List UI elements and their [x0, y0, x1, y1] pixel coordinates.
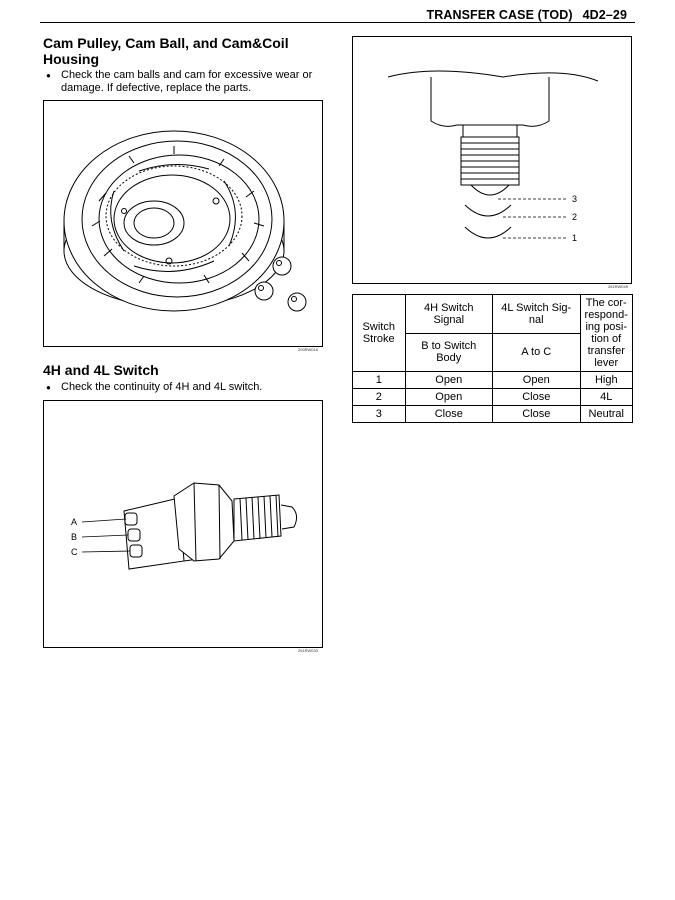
table-cell: Close [405, 406, 493, 423]
table-cell: Close [493, 406, 581, 423]
subheader-b-to-body: B to Switch Body [405, 333, 493, 372]
table-cell: Open [405, 389, 493, 406]
switch-figure [43, 400, 323, 648]
page-number: 4D2–29 [582, 8, 627, 22]
table-cell: 2 [353, 389, 406, 406]
table-row [353, 406, 633, 423]
bullet-cam-check: ● Check the cam balls and cam for excessive wear or damage. If defective, replace the parts. [43, 69, 346, 95]
table-cell: Open [493, 372, 581, 389]
switch-continuity-table [352, 294, 633, 423]
header-rule [40, 22, 635, 23]
table-cell: 3 [353, 406, 406, 423]
terminal-label-b: B [71, 532, 78, 542]
section-title-cam-pulley: Cam Pulley, Cam Ball, and Cam&Coil Housing [43, 35, 289, 67]
subheader-a-to-c: A to C [493, 333, 581, 372]
table-cell: High [580, 372, 633, 389]
header-switch-stroke: Switch Stroke [353, 295, 406, 372]
header-lever-position: The cor- respond- ing posi- tion of transfer lever [580, 295, 633, 372]
header-section-title: TRANSFER CASE (TOD) [426, 8, 573, 22]
switch-stroke-figure [352, 36, 632, 284]
table-cell: Close [493, 389, 581, 406]
table-row [353, 372, 633, 389]
terminal-label-a: A [71, 517, 78, 527]
table-cell: Open [405, 372, 493, 389]
switch-stroke-illustration [353, 37, 631, 283]
cam-pulley-figure [43, 100, 323, 347]
cam-pulley-illustration [44, 101, 322, 346]
bullet-switch-check: ● Check the continuity of 4H and 4L switch. [43, 381, 346, 394]
stroke-label-3: 3 [572, 194, 578, 204]
terminal-label-c: C [71, 547, 78, 557]
figure-id-cam: 200RW016 [298, 347, 318, 352]
header-4h-signal: 4H Switch Signal [405, 295, 493, 334]
stroke-label-2: 2 [572, 212, 578, 222]
table-cell: Neutral [580, 406, 633, 423]
section-title-switch: 4H and 4L Switch [43, 362, 159, 378]
page-header [426, 8, 627, 22]
figure-id-switch: 261RW033 [298, 648, 318, 653]
switch-illustration [44, 401, 322, 647]
table-cell: 1 [353, 372, 406, 389]
table-cell: 4L [580, 389, 633, 406]
figure-id-stroke: 261RW049 [608, 284, 628, 289]
table-row [353, 389, 633, 406]
header-4l-signal: 4L Switch Sig- nal [493, 295, 581, 334]
stroke-label-1: 1 [572, 233, 578, 243]
